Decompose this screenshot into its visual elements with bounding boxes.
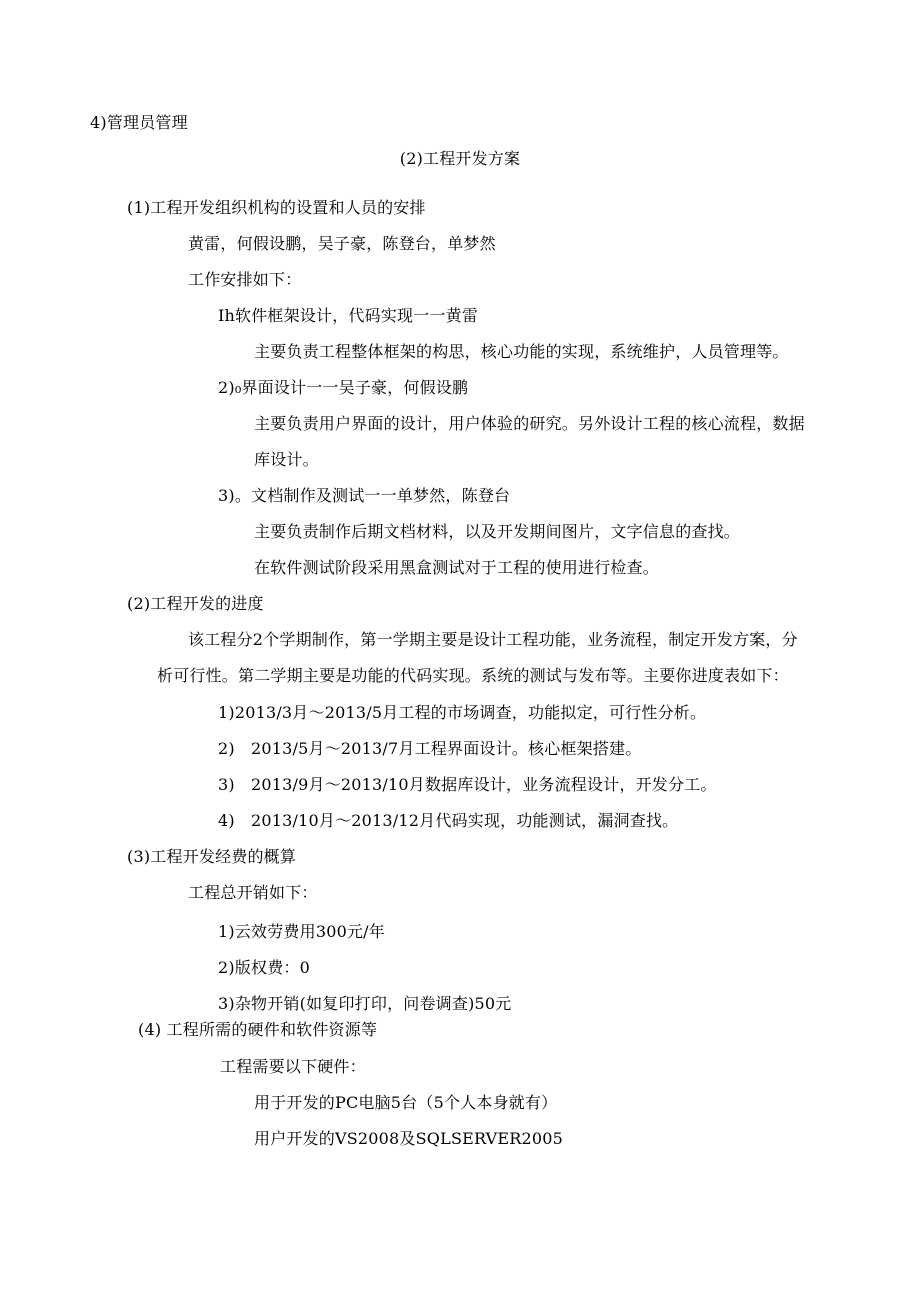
section-heading: 4)管理员管理	[90, 113, 188, 132]
s1-intro: 工作安排如下：	[188, 270, 302, 289]
s4-item-1: 用于开发的PC电脑5台（5个人本身就有）	[254, 1093, 558, 1112]
s1-item-2-desc-1: 主要负责用户界面的设计，用户体验的研究。另外设计工程的核心流程，数据	[254, 414, 805, 433]
s3-item-2: 2)版权费：0	[218, 958, 311, 977]
s2-item-1: 1)2013/3月～2013/5月工程的市场调查，功能拟定，可行性分析。	[218, 703, 707, 722]
s2-para-1: 该工程分2个学期制作，第一学期主要是设计工程功能，业务流程，制定开发方案，分	[188, 630, 798, 649]
s1-item-2-title: 2)₀界面设计一一吴子豪，何假设鹏	[218, 378, 469, 397]
s1-members: 黄雷，何假设鹏，吴子豪，陈登台，单梦然	[188, 234, 496, 253]
s2-heading: (2)工程开发的进度	[127, 594, 264, 613]
page-title: (2)工程开发方案	[399, 149, 521, 168]
s1-heading: (1)工程开发组织机构的设置和人员的安排	[127, 198, 426, 217]
s3-item-3: 3)杂物开销(如复印打印，问卷调查)50元	[218, 994, 512, 1013]
s3-heading: (3)工程开发经费的概算	[127, 847, 297, 866]
s1-item-1-desc-1: 主要负责工程整体框架的构思，核心功能的实现，系统维护，人员管理等。	[254, 342, 789, 361]
s2-item-3: 3) 2013/9月～2013/10月数据库设计，业务流程设计，开发分工。	[218, 775, 717, 794]
s2-item-4: 4) 2013/10月～2013/12月代码实现，功能测试，漏洞查找。	[218, 811, 679, 830]
s1-item-2-desc-2: 库设计。	[254, 450, 319, 469]
s4-intro: 工程需要以下硬件：	[220, 1057, 366, 1076]
s1-item-3-title: 3)。文档制作及测试一一单梦然，陈登台	[218, 486, 511, 505]
s4-heading: (4) 工程所需的硬件和软件资源等	[138, 1020, 378, 1039]
s1-item-3-desc-2: 在软件测试阶段采用黑盒测试对于工程的使用进行检查。	[254, 558, 660, 577]
s2-para-2: 析可行性。第二学期主要是功能的代码实现。系统的测试与发布等。主要你进度表如下：	[157, 666, 789, 685]
s1-item-1-title: Ih软件框架设计，代码实现一一黄雷	[218, 306, 479, 325]
s4-item-2: 用户开发的VS2008及SQLSERVER2005	[254, 1129, 564, 1148]
s3-intro: 工程总开销如下：	[188, 883, 318, 902]
s3-item-1: 1)云效劳费用300元/年	[218, 922, 385, 941]
s2-item-2: 2) 2013/5月～2013/7月工程界面设计。核心框架搭建。	[218, 739, 642, 758]
s1-item-3-desc-1: 主要负责制作后期文档材料，以及开发期间图片，文字信息的查找。	[254, 522, 741, 541]
